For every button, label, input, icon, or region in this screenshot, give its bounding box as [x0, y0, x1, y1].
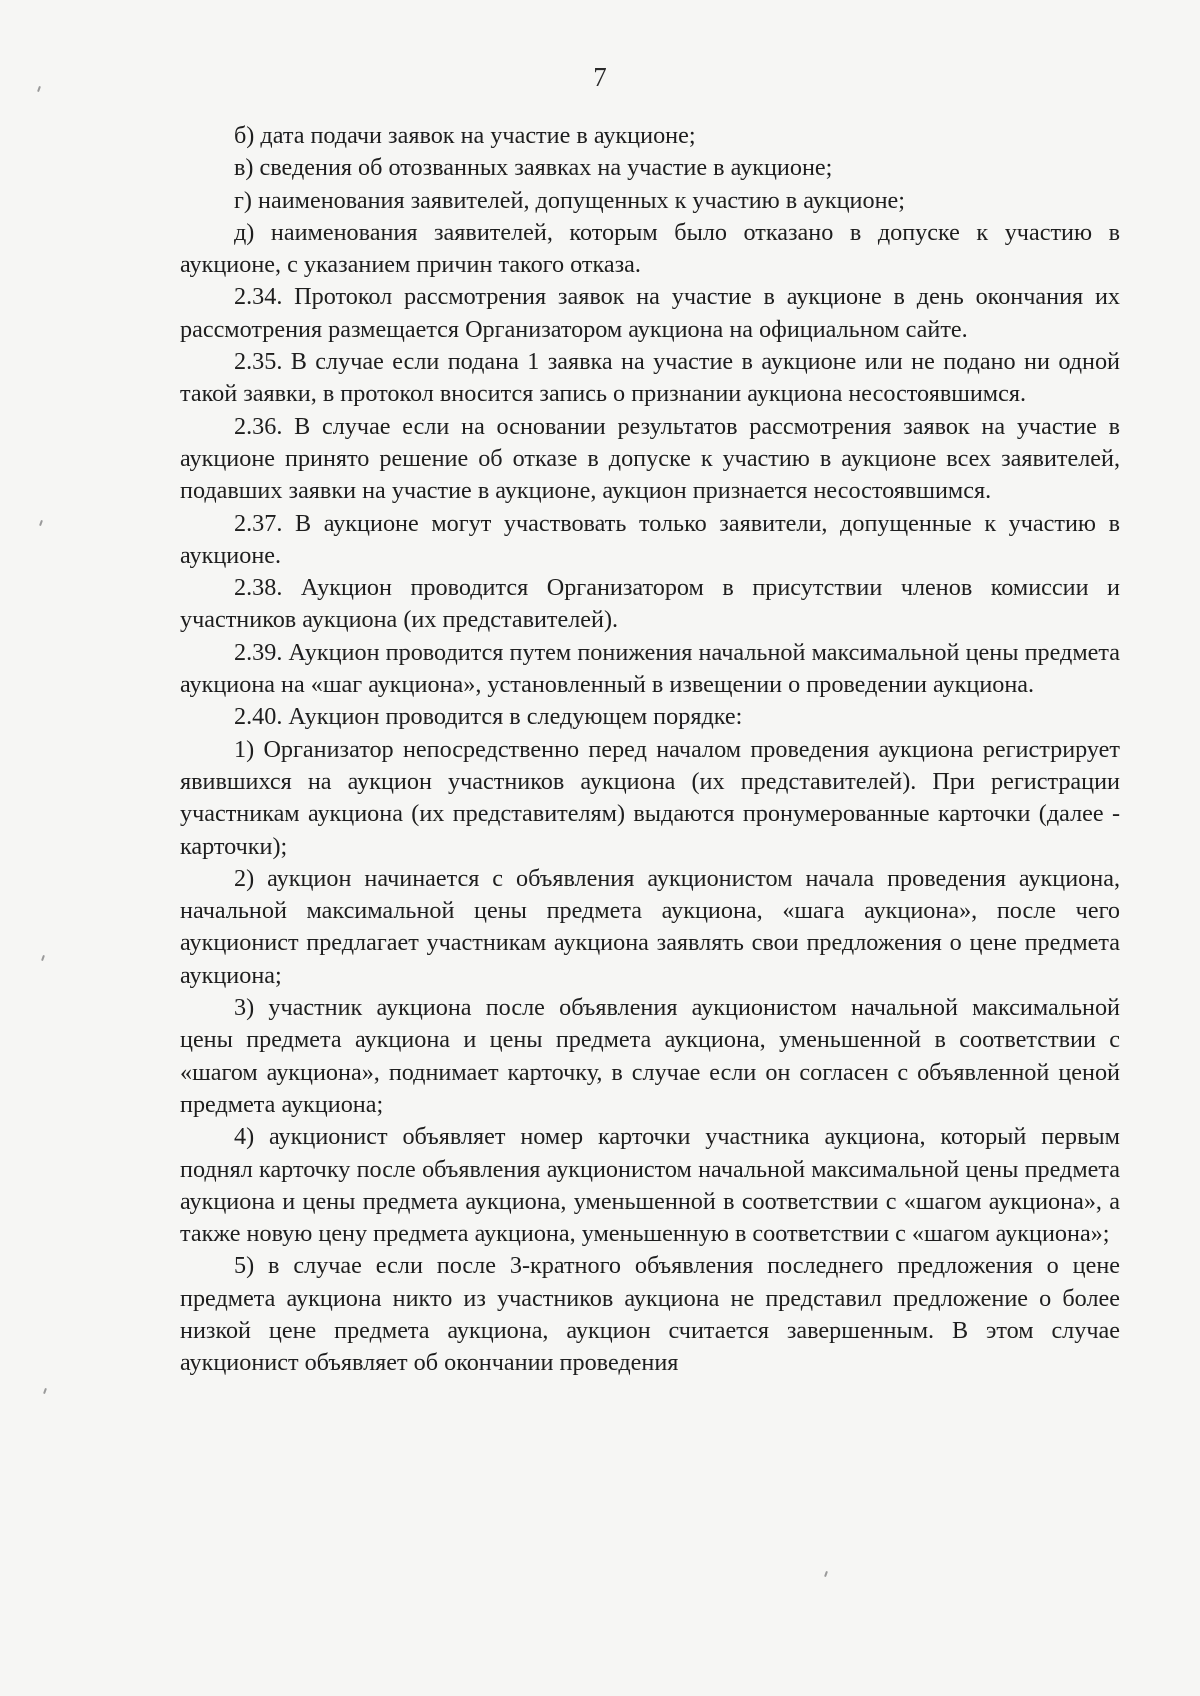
paragraph-b: б) дата подачи заявок на участие в аукционе; [234, 122, 696, 149]
paragraph-2-39: 2.39. Аукцион проводится путем понижения начальной максимальной цены предмета аукциона на «шаг аукциона», установленный в извещении о проведении аукциона. [180, 638, 1120, 699]
paragraph-2-40-item-2: 2) аукцион начинается с объявления аукционистом начала проведения аукциона, начальной максимальной цены предмета аукциона, «шага аукциона», после чего аукционист предлагает участникам аукциона заявлять свои предложения о цене предмета аукциона; [180, 864, 1120, 989]
page-number: 7 [593, 62, 607, 92]
paragraph-2-40-item-1: 1) Организатор непосредственно перед началом проведения аукциона регистрирует явившихся на аукцион участников аукциона (их представителей). При регистрации участникам аукциона (их представителям) выдаются пронумерованные карточки (далее - карточки); [180, 735, 1120, 860]
paragraph-2-38: 2.38. Аукцион проводится Организатором в присутствии членов комиссии и участников аукциона (их представителей). [180, 574, 1120, 634]
paragraph-2-40-item-5: 5) в случае если после 3-кратного объявления последнего предложения о цене предмета аукциона никто из участников аукциона не представил предложение о более низкой цене предмета аукциона, аукцион считается завершенным. В этом случае аукционист объявляет об окончании проведения [180, 1252, 1120, 1377]
scan-speck [824, 1571, 828, 1577]
paragraph-2-40: 2.40. Аукцион проводится в следующем порядке: [234, 703, 743, 731]
scan-speck [41, 955, 45, 961]
scan-speck [39, 520, 43, 526]
paragraph-d: д) наименования заявителей, которым было отказано в допуске к участию в аукционе, с указанием причин такого отказа. [180, 218, 1120, 279]
paragraph-g: г) наименования заявителей, допущенных к участию в аукционе; [234, 186, 905, 214]
scan-speck [43, 1388, 47, 1394]
paragraph-2-37: 2.37. В аукционе могут участвовать только заявители, допущенные к участию в аукционе. [180, 509, 1120, 569]
paragraph-v: в) сведения об отозванных заявках на участие в аукционе; [234, 154, 833, 182]
paragraph-2-35: 2.35. В случае если подана 1 заявка на участие в аукционе или не подано ни одной такой заявки, в протокол вносится запись о признании аукциона несостоявшимся. [180, 348, 1120, 408]
paragraph-2-34: 2.34. Протокол рассмотрения заявок на участие в аукционе в день окончания их рассмотрения размещается Организатором аукциона на официальном сайте. [180, 283, 1120, 343]
paragraph-2-40-item-3: 3) участник аукциона после объявления аукционистом начальной максимальной цены предмета аукциона и цены предмета аукциона, уменьшенной в соответствии с «шагом аукциона», поднимает карточку, в случае если он согласен с объявленной ценой предмета аукциона; [180, 994, 1120, 1118]
paragraph-2-40-item-4: 4) аукционист объявляет номер карточки участника аукциона, который первым поднял карточку после объявления аукционистом начальной максимальной цены предмета аукциона и цены предмета аукциона, уменьшенной в соответствии с «шагом аукциона», а также новую цену предмета аукциона, уменьшенную в соответствии с «шагом аукциона»; [180, 1123, 1120, 1248]
document-body [180, 120, 1120, 1380]
paragraph-2-36: 2.36. В случае если на основании результатов рассмотрения заявок на участие в аукционе принято решение об отказе в допуске к участию в аукционе всех заявителей, подавших заявки на участие в аукционе, аукцион признается несостоявшимся. [180, 412, 1120, 505]
